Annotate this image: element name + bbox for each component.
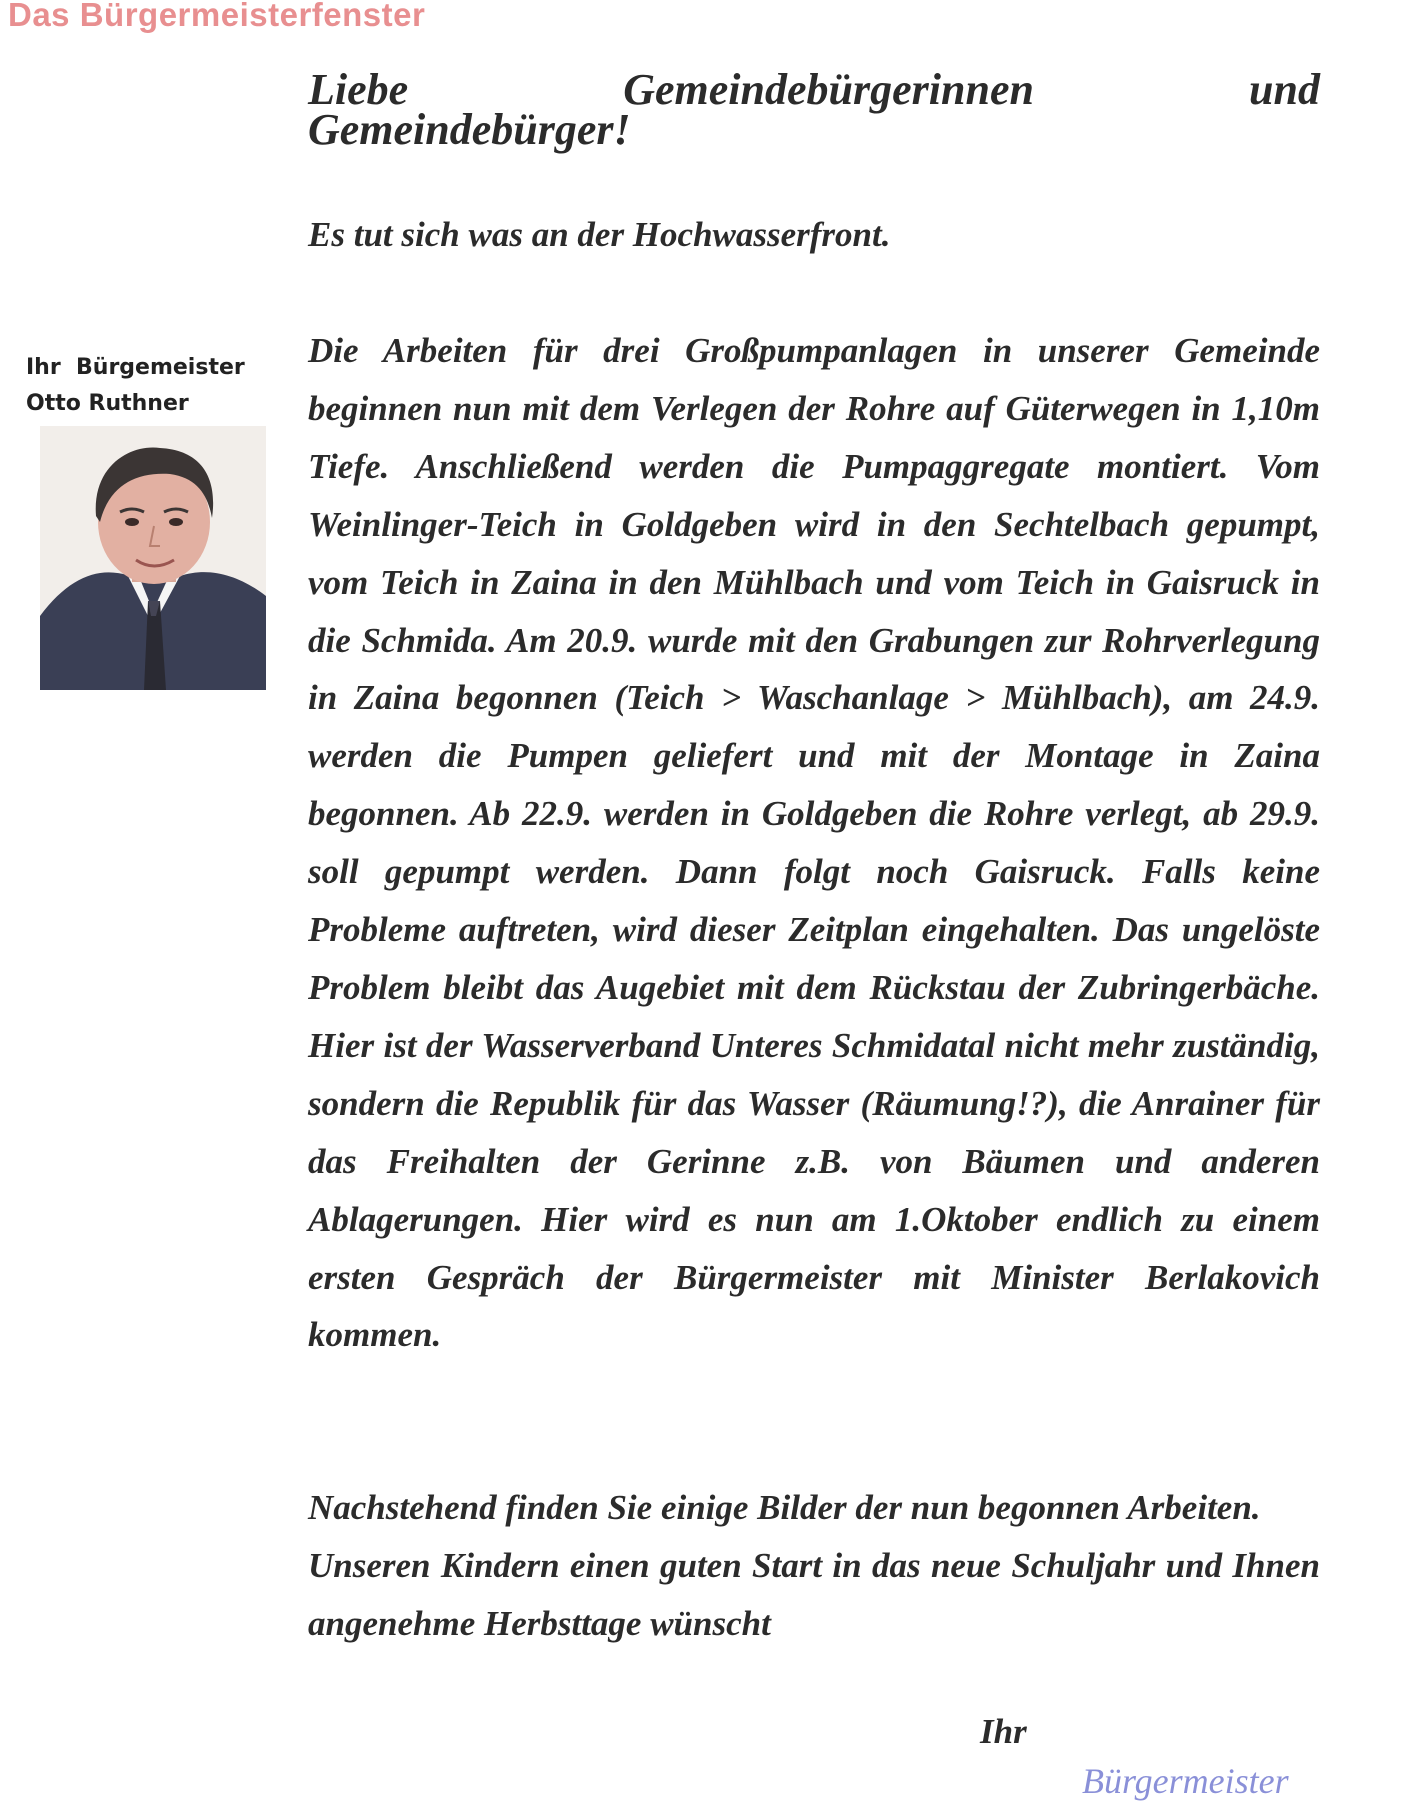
- signoff-title: Bürgermeister: [1082, 1761, 1289, 1801]
- salutation-line1: [308, 65, 1320, 114]
- closing-wishes: Unseren Kindern einen guten Start in das neue Schuljahr und Ihnen angenehme Herbsttage wünscht: [308, 1546, 1320, 1643]
- letter-body: Die Arbeiten für drei Großpumpanlagen in unserer Gemeinde beginnen nun mit dem Verlegen der Rohre auf Güterwegen in 1,10m Tiefe. Anschließend werden die Pumpaggregate montiert. Vom Weinlinger-Teich in Goldgeben wird in den Sechtelbach gepumpt, vom Teich in Zaina in den Mühlbach und vom Teich in Gaisruck in die Schmida. Am 20.9. wurde mit den Grabungen zur Rohrverlegung in Zaina begonnen (Teich > Waschanlage > Mühlbach), am 24.9. werden die Pumpen geliefert und mit der Montage in Zaina begonnen. Ab 22.9. werden in Goldgeben die Rohre verlegt, ab 29.9. soll gepumpt werden. Dann folgt noch Gaisruck. Falls keine Probleme auftreten, wird dieser Zeitplan eingehalten. Das ungelöste Problem bleibt das Augebiet mit dem Rückstau der Zubringerbäche. Hier ist der Wasserverband Unteres Schmidatal nicht mehr zuständig, sondern die Republik für das Wasser (Räumung!?), die Anrainer für das Freihalten der Gerinne z.B. von Bäumen und anderen Ablagerungen. Hier wird es nun am 1.Oktober endlich zu einem ersten Gespräch der Bürgermeister mit Minister Berlakovich kommen.: [308, 331, 1320, 1355]
- salutation-word-gemeindebuergerinnen: Gemeindebürgerinnen: [623, 65, 1034, 114]
- salutation-word-und: und: [1249, 65, 1320, 114]
- letter-salutation: [308, 65, 1320, 154]
- mayor-caption-line2: Otto Ruthner: [26, 391, 189, 416]
- mayor-caption: [26, 350, 245, 422]
- mayor-portrait: [40, 426, 266, 690]
- letter-closing: [308, 1479, 1320, 1653]
- closing-paragraph: Nachstehend finden Sie einige Bilder der nun begonnen Arbeiten.: [308, 1488, 1261, 1527]
- mayor-portrait-image: [40, 426, 266, 690]
- salutation-word-liebe: Liebe: [308, 65, 409, 114]
- salutation-line2: Gemeindebürger!: [308, 105, 631, 154]
- letter-intro: Es tut sich was an der Hochwasserfront.: [308, 215, 891, 254]
- signoff-ihr: Ihr: [980, 1712, 1027, 1751]
- mayor-caption-line1: Ihr Bürgemeister: [26, 355, 245, 380]
- page-header-title: Das Bürgermeisterfenster: [8, 0, 426, 33]
